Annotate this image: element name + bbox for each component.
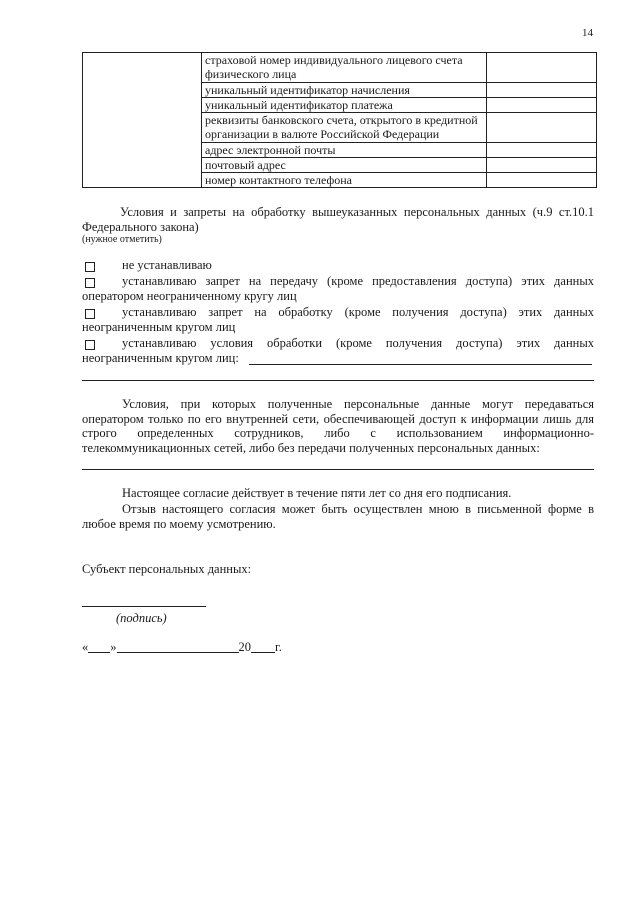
date-close-quote: »: [110, 640, 117, 654]
conditions-heading: Условия и запреты на обработку вышеуказанных персональных данных (ч.9 ст.10.1 Федерального закона): [82, 205, 594, 234]
mark-note: (нужное отметить): [82, 234, 162, 245]
date-open-quote: «: [82, 640, 89, 654]
option-text: устанавливаю запрет на передачу (кроме предоставления доступа) этих данных оператором неограниченному кругу лиц: [82, 274, 594, 303]
year-suffix: г.: [275, 640, 282, 654]
option-text: не устанавливаю: [122, 258, 212, 272]
subject-label: Субъект персональных данных:: [82, 562, 252, 576]
table-left-column: [83, 53, 202, 188]
signature-line[interactable]: [82, 606, 206, 607]
table-value-cell: [487, 83, 597, 98]
table-cell: уникальный идентификатор платежа: [202, 98, 487, 113]
day-field[interactable]: [88, 652, 110, 653]
option-text: устанавливаю условия обработки (кроме получения доступа) этих данных неограниченным кругом лиц:: [82, 336, 594, 365]
table-cell: реквизиты банковского счета, открытого в кредитной организации в валюте Российской Федерации: [202, 113, 487, 143]
option-text: устанавливаю запрет на обработку (кроме получения доступа) этих данных неограниченным кругом лиц: [82, 305, 594, 334]
table-cell: номер контактного телефона: [202, 173, 487, 188]
table-value-cell: [487, 143, 597, 158]
validity-text: Настоящее согласие действует в течение пяти лет со дня его подписания.: [122, 486, 512, 500]
page-number: 14: [582, 27, 593, 39]
table-cell: страховой номер индивидуального лицевого счета физического лица: [202, 53, 487, 83]
revocation-text: Отзыв настоящего согласия может быть осуществлен мною в письменной форме в любое время по моему усмотрению.: [82, 502, 594, 531]
conditions-fill-line[interactable]: [82, 380, 594, 381]
transfer-fill-line[interactable]: [82, 469, 594, 470]
table-row: [83, 53, 597, 83]
signature-label: (подпись): [116, 611, 167, 625]
conditions-fill-line[interactable]: [249, 364, 592, 365]
month-field[interactable]: [117, 652, 239, 653]
year-prefix: 20: [238, 640, 251, 654]
table-value-cell: [487, 98, 597, 113]
table-value-cell: [487, 173, 597, 188]
date-line: [82, 640, 282, 655]
table-value-cell: [487, 53, 597, 83]
year-field[interactable]: [251, 652, 275, 653]
table-value-cell: [487, 158, 597, 173]
transfer-conditions: Условия, при которых полученные персональные данные могут передаваться оператором только по его внутренней сети, обеспечивающей доступ к информации лишь для строго определенных сотрудников, либо с использованием информационно-телекоммуникационных сетей, либо без передачи полученных персональных данных:: [82, 397, 594, 455]
table-cell: уникальный идентификатор начисления: [202, 83, 487, 98]
table-cell: адрес электронной почты: [202, 143, 487, 158]
table-value-cell: [487, 113, 597, 143]
personal-data-table: [82, 52, 597, 188]
table-cell: почтовый адрес: [202, 158, 487, 173]
option-checkbox[interactable]: [85, 262, 95, 272]
